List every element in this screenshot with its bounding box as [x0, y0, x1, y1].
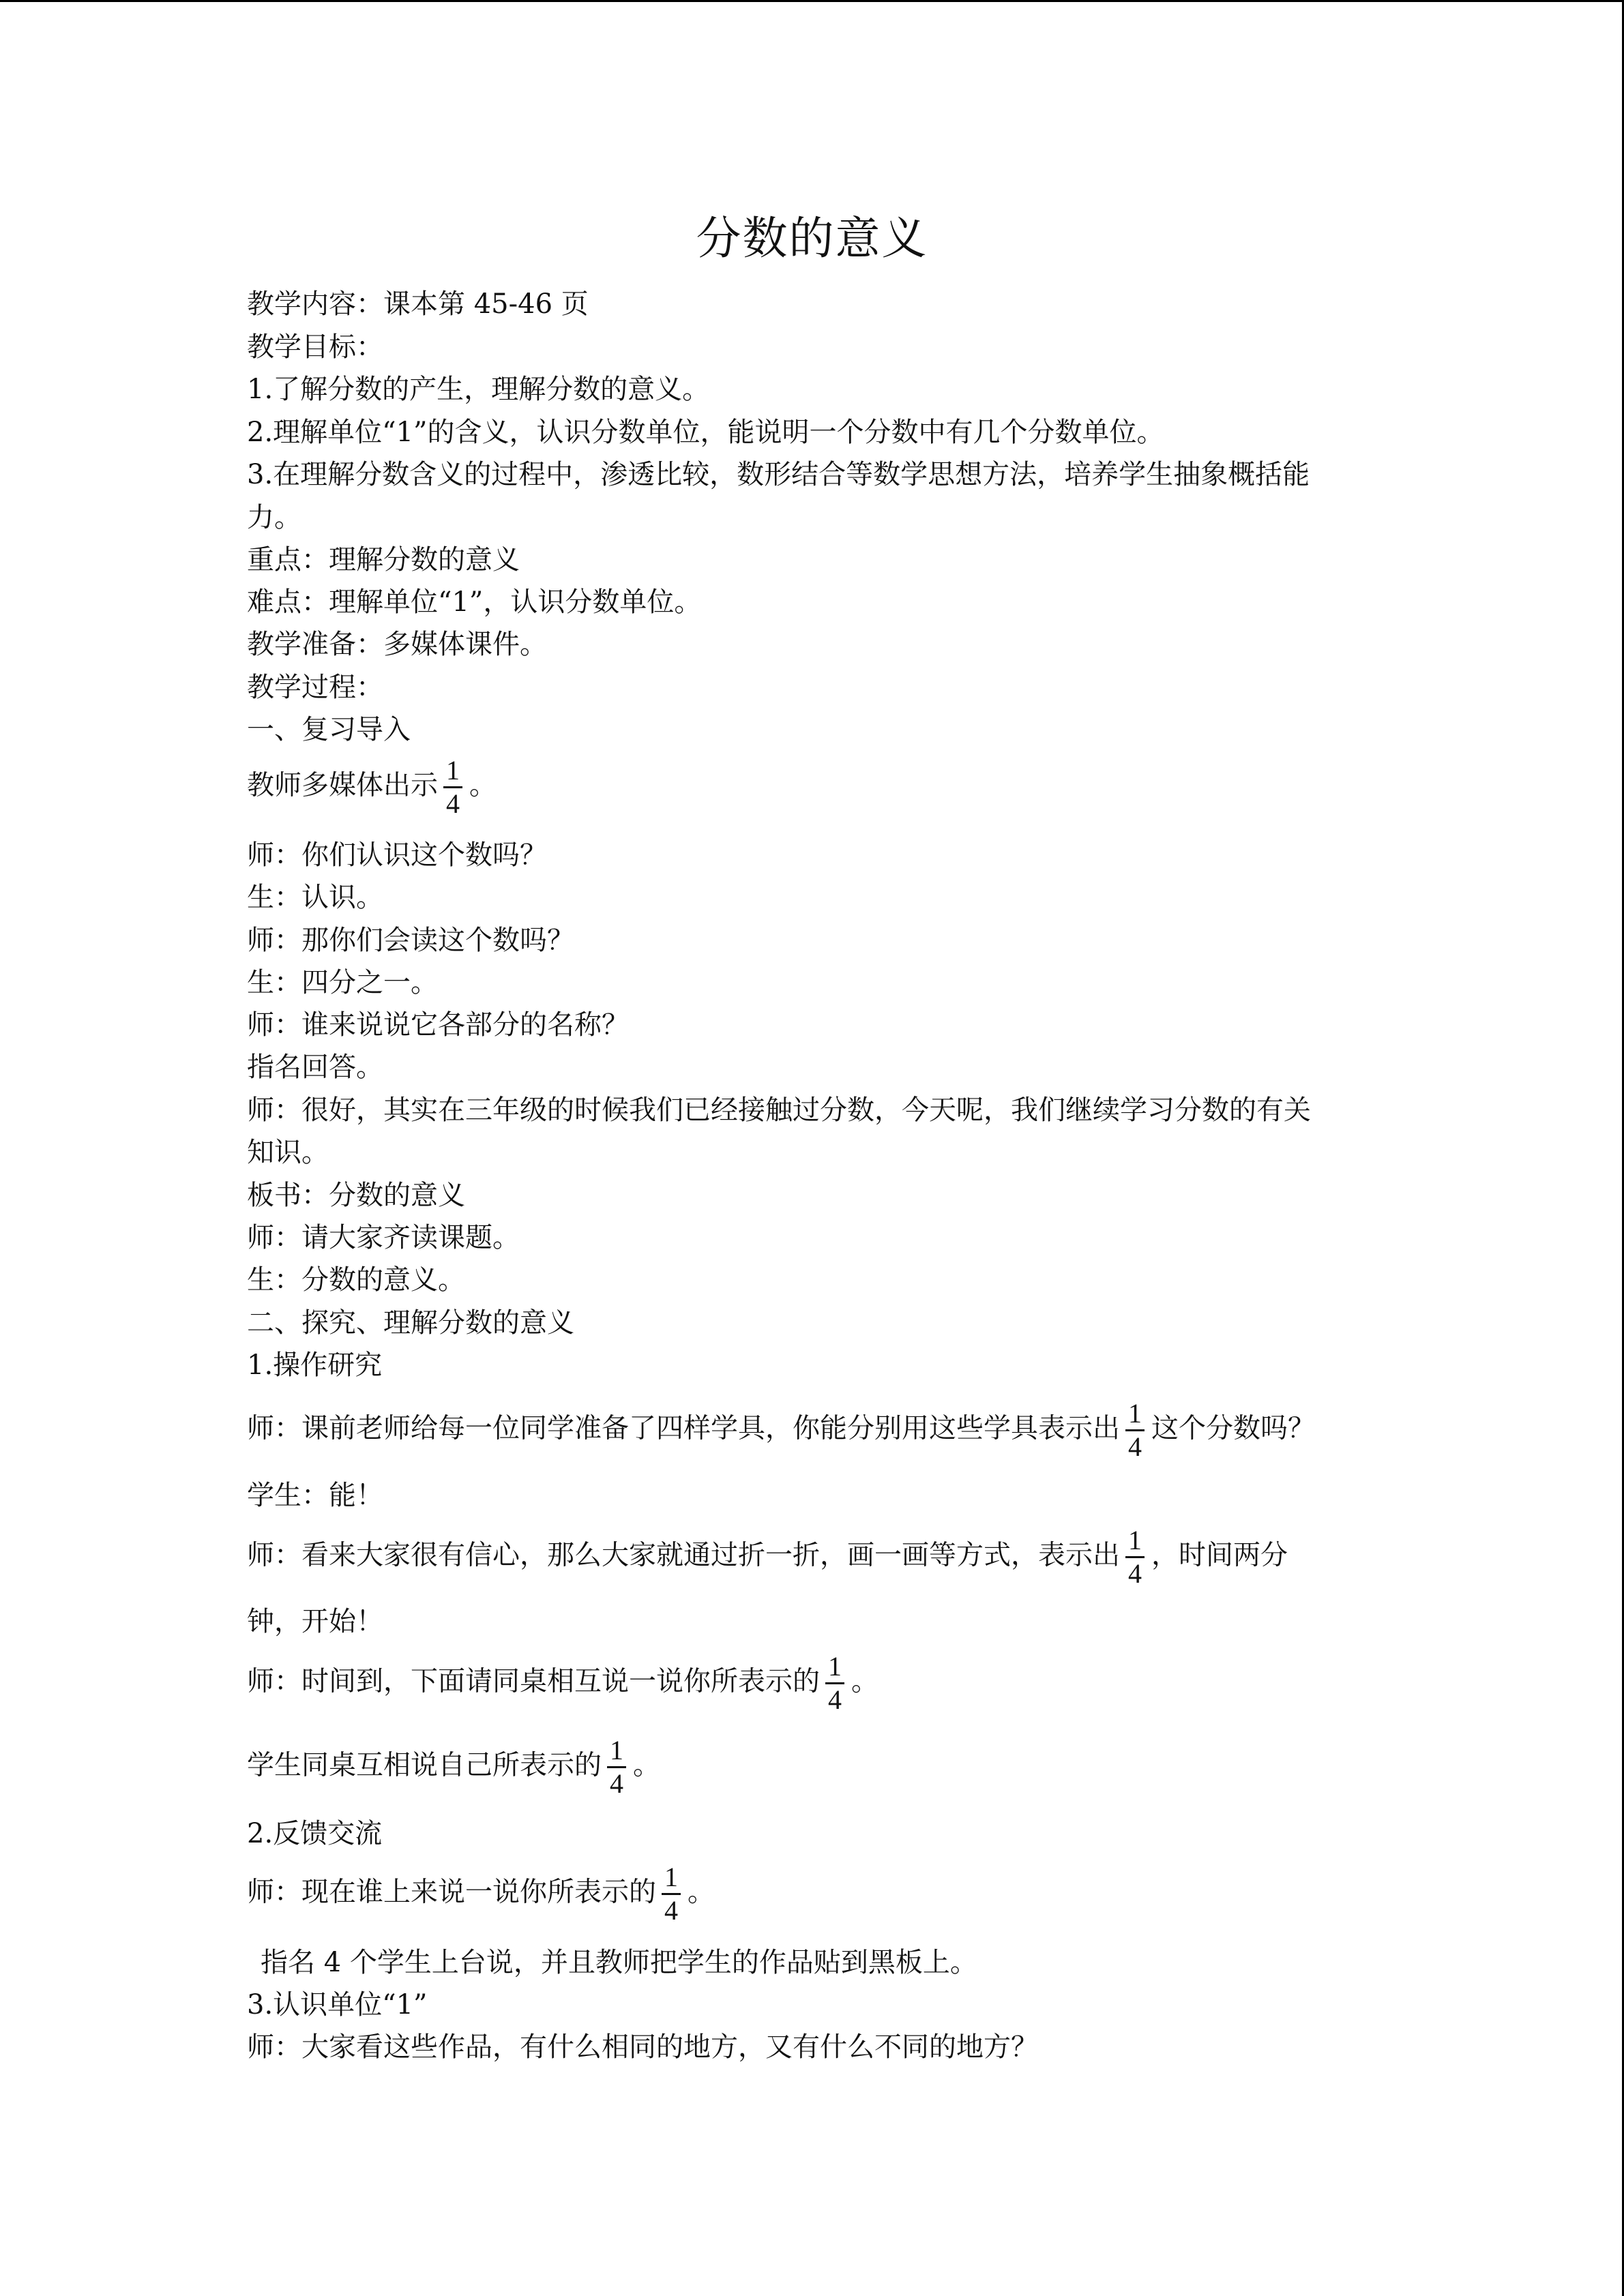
fraction-numerator: 1: [1125, 1398, 1145, 1431]
fraction-denominator: 4: [610, 1768, 623, 1799]
fraction-denominator: 4: [1128, 1558, 1142, 1589]
fraction-one-quarter: [1125, 1525, 1145, 1590]
goals-heading: 教学目标：: [247, 331, 383, 363]
dialogue-6: 指名回答。: [247, 1052, 383, 1083]
fraction-one-quarter: [662, 1862, 681, 1926]
line-text: 师：时间到，下面请同桌相互说一说你所表示的: [247, 1665, 820, 1697]
line-text: 学生同桌互相说自己所表示的: [247, 1749, 602, 1781]
fraction-one-quarter: [1125, 1398, 1145, 1463]
dialogue-9: 生：分数的意义。: [247, 1264, 465, 1296]
fraction-numerator: 1: [607, 1735, 626, 1768]
feedback-line-1: [247, 1862, 715, 1926]
fraction-numerator: 1: [443, 755, 462, 788]
line-text: 师：看来大家很有信心，那么大家就通过折一折，画一画等方式，表示出: [247, 1539, 1120, 1571]
dialogue-2: 生：认识。: [247, 882, 383, 913]
subsection-2-heading: 2.反馈交流: [247, 1818, 383, 1849]
goal-3-line-1: 3.在理解分数含义的过程中，渗透比较，数形结合等数学思想方法，培养学生抽象概括能: [247, 459, 1310, 490]
explore-line-3b: 钟，开始！: [247, 1606, 383, 1637]
dialogue-8: 师：请大家齐读课题。: [247, 1222, 520, 1253]
line-text-tail: ，时间两分: [1151, 1539, 1288, 1571]
fraction-numerator: 1: [662, 1862, 681, 1895]
line-punct: 。: [469, 769, 497, 801]
subsection-3-heading: 3.认识单位“1”: [247, 1989, 428, 2021]
goal-2: 2.理解单位“1”的含义，认识分数单位，能说明一个分数中有几个分数单位。: [247, 417, 1164, 448]
section-1-heading: 一、复习导入: [247, 714, 411, 745]
line-punct: 。: [688, 1876, 715, 1908]
unit-one-question: 师：大家看这些作品，有什么相同的地方，又有什么不同的地方？: [247, 2031, 1038, 2063]
line-text-tail: 这个分数吗？: [1151, 1412, 1315, 1444]
process-heading: 教学过程：: [247, 672, 383, 703]
fraction-one-quarter: [825, 1651, 844, 1716]
fraction-denominator: 4: [1128, 1431, 1142, 1462]
explore-line-4: [247, 1651, 879, 1716]
fraction-denominator: 4: [446, 788, 460, 819]
dialogue-4: 生：四分之一。: [247, 967, 438, 998]
subsection-1-heading: 1.操作研究: [247, 1350, 383, 1381]
explore-line-2: 学生：能！: [247, 1480, 383, 1511]
dialogue-7-line-1: 师：很好，其实在三年级的时候我们已经接触过分数，今天呢，我们继续学习分数的有关: [247, 1094, 1311, 1126]
key-point: 重点：理解分数的意义: [247, 544, 520, 576]
line-text: 师：现在谁上来说一说你所表示的: [247, 1876, 656, 1908]
fraction-denominator: 4: [828, 1684, 842, 1715]
difficulty: 难点：理解单位“1”，认识分数单位。: [247, 586, 702, 618]
fraction-numerator: 1: [1125, 1525, 1145, 1558]
show-fraction-line: [247, 755, 497, 820]
section-2-heading: 二、探究、理解分数的意义: [247, 1307, 574, 1339]
explore-line-1: [247, 1398, 1315, 1463]
fraction-denominator: 4: [664, 1895, 678, 1926]
fraction-numerator: 1: [825, 1651, 844, 1684]
dialogue-3: 师：那你们会读这个数吗？: [247, 925, 574, 956]
dialogue-7-line-2: 知识。: [247, 1137, 329, 1168]
explore-line-5: [247, 1735, 660, 1800]
preparation: 教学准备：多媒体课件。: [247, 629, 547, 660]
feedback-line-2: 指名 4 个学生上台说，并且教师把学生的作品贴到黑板上。: [261, 1947, 977, 1978]
content-line: 教学内容：课本第 45-46 页: [247, 288, 589, 320]
board-writing: 板书：分数的意义: [247, 1180, 465, 1211]
dialogue-5: 师：谁来说说它各部分的名称？: [247, 1009, 629, 1041]
line-punct: 。: [851, 1665, 879, 1697]
document-title: 分数的意义: [696, 212, 928, 265]
explore-line-3: [247, 1525, 1288, 1590]
goal-3-line-2: 力。: [247, 502, 301, 533]
line-punct: 。: [633, 1749, 660, 1781]
line-text: 教师多媒体出示: [247, 769, 438, 801]
fraction-one-quarter: [607, 1735, 626, 1800]
fraction-one-quarter: [443, 755, 462, 820]
dialogue-1: 师：你们认识这个数吗？: [247, 839, 547, 871]
goal-1: 1.了解分数的产生，理解分数的意义。: [247, 374, 710, 405]
line-text: 师：课前老师给每一位同学准备了四样学具，你能分别用这些学具表示出: [247, 1412, 1120, 1444]
